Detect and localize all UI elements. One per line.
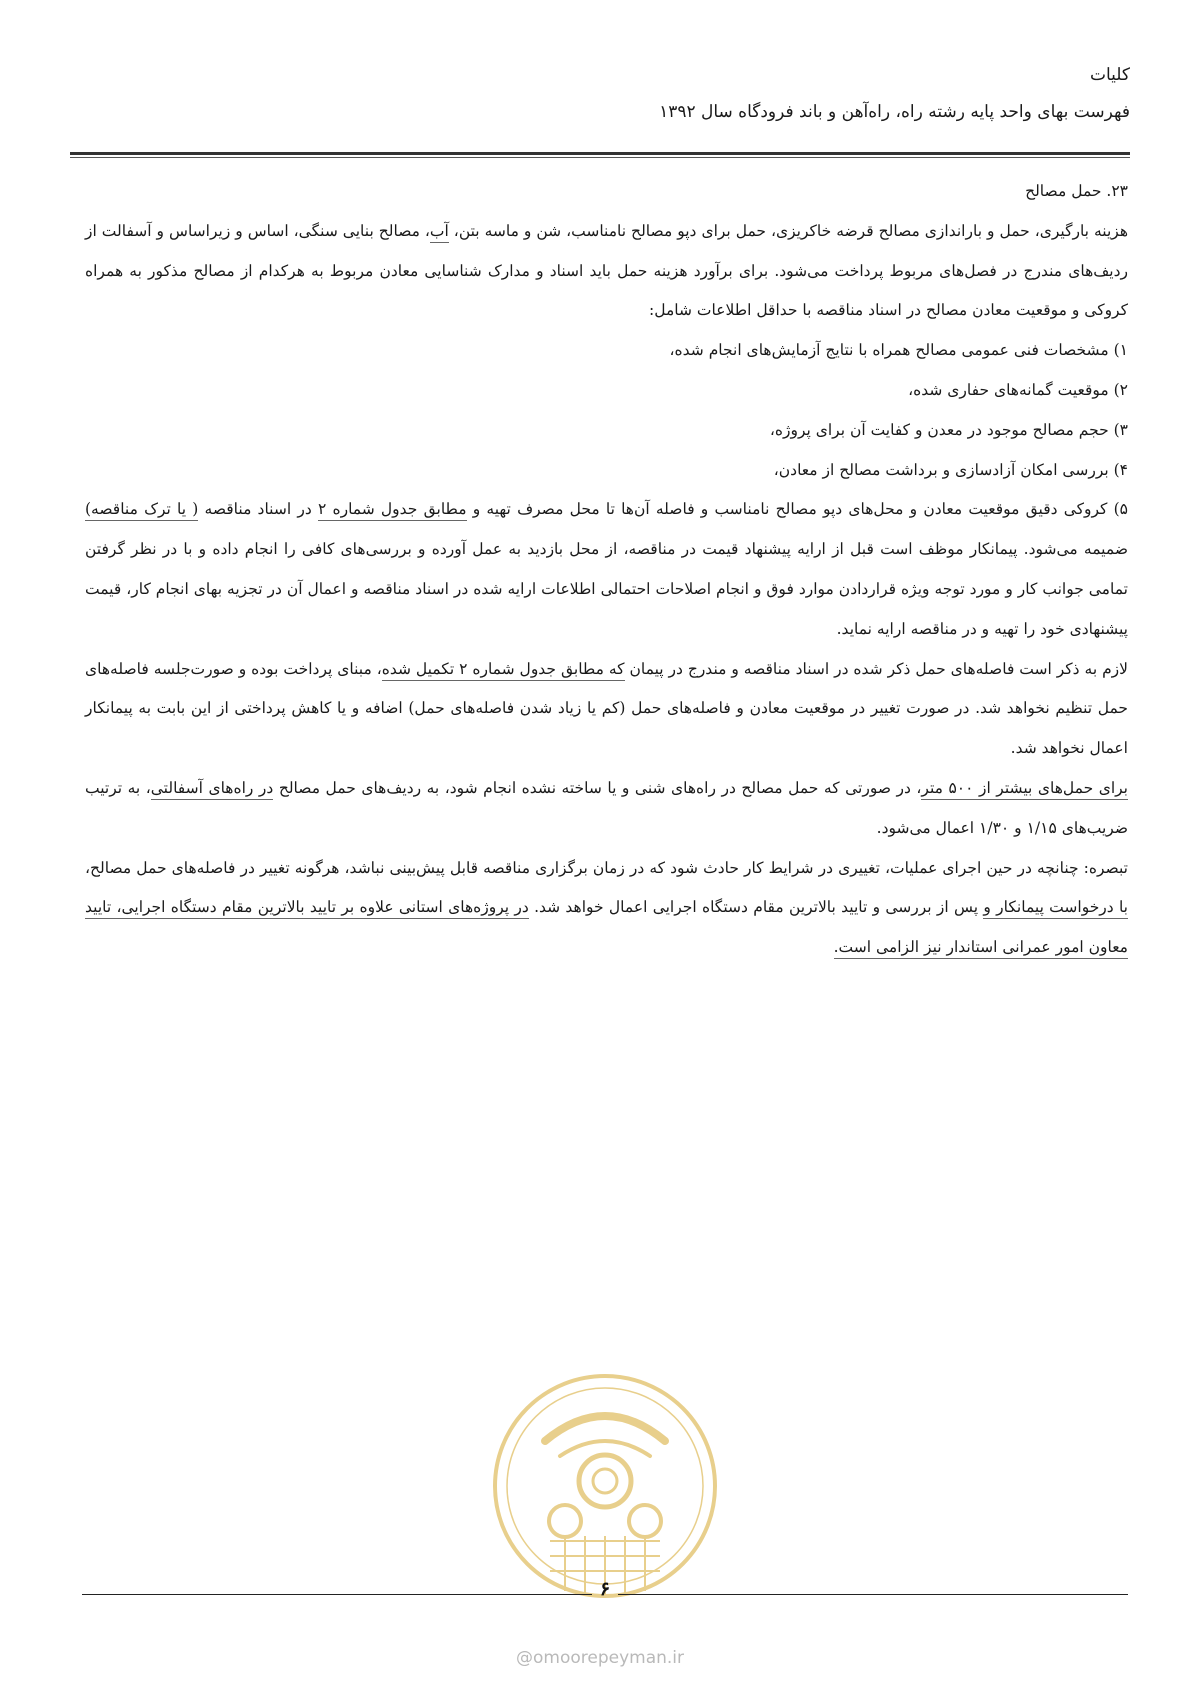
running-header-section: کلیات (1089, 65, 1130, 85)
underlined-text: مطابق جدول شماره ۲ (318, 500, 467, 521)
footer-rule-right (618, 1594, 1128, 1595)
running-header-title: فهرست بهای واحد پایه رشته راه، راه‌آهن و باند فرودگاه سال ۱۳۹۲ (659, 102, 1130, 122)
paragraph-hauling-costs: هزینه بارگیری، حمل و باراندازی مصالح قرضه خاکریزی، حمل برای دپو مصالح نامناسب، شن و ماسه بتن، آب، مصالح بنایی سنگی، اساس و زیراساس و آسفالت از ردیف‌های مندرج در فصل‌های مربوط پرداخت می‌شود. برای برآورد هزینه حمل باید اسناد و مدارک شناسایی معادن مربوط به هرکدام از مصالح مذکور به همراه کروکی و موقعیت معادن مصالح در اسناد مناقصه با حداقل اطلاعات شامل: (85, 221, 1128, 320)
underlined-text: ( یا ترک مناقصه) (85, 500, 198, 521)
underlined-text: که مطابق جدول شماره ۲ تکمیل شده (382, 660, 625, 681)
paragraph-note: تبصره: چنانچه در حین اجرای عملیات، تغییری در شرایط کار حادث شود که در زمان برگزاری مناقصه قابل پیش‌بینی نباشد، هرگونه تغییر در فاصله‌های حمل مصالح، با درخواست پیمانکار و پس از بررسی و تایید بالاترین مقام دستگاه اجرایی اعمال خواهد شد. در پروژه‌های استانی علاوه بر تایید بالاترین مقام دستگاه اجرایی، تایید معاون امور عمرانی استاندار نیز الزامی است. (85, 849, 1128, 968)
underlined-text: برای حمل‌های بیشتر از ۵۰۰ متر (921, 779, 1128, 800)
list-item: ۳) حجم مصالح موجود در معدن و کفایت آن برای پروژه، (769, 420, 1128, 439)
omoore-peyman-stamp-logo (490, 1371, 720, 1601)
underlined-text: در راه‌های آسفالتی (151, 779, 274, 800)
paragraph-coefficients: برای حمل‌های بیشتر از ۵۰۰ متر، در صورتی که حمل مصالح در راه‌های شنی و یا ساخته نشده انجام شود، به ردیف‌های حمل مصالح در راه‌های آسفالتی، به ترتیب ضریب‌های ۱/۱۵ و ۱/۳۰ اعمال می‌شود. (85, 778, 1128, 837)
list-item: ۲) موقعیت گمانه‌های حفاری شده، (908, 380, 1128, 399)
section-heading: ۲۳. حمل مصالح (1025, 182, 1128, 200)
header-rule-thin (70, 157, 1130, 158)
paragraph-haul-distances: لازم به ذکر است فاصله‌های حمل ذکر شده در اسناد مناقصه و مندرج در پیمان که مطابق جدول شماره ۲ تکمیل شده، مبنای پرداخت بوده و صورت‌جلسه فاصله‌های حمل تنظیم نخواهد شد. در صورت تغییر در موقعیت معادن و فاصله‌های حمل (کم یا زیاد شدن فاصله‌های حمل) اضافه و یا کاهش پرداختی از این بابت به پیمانکار اعمال نخواهد شد. (85, 659, 1128, 758)
document-body (85, 172, 1128, 968)
list-item-5: ۵) کروکی دقیق موقعیت معادن و محل‌های دپو مصالح نامناسب و فاصله آن‌ها تا محل مصرف تهیه و مطابق جدول شماره ۲ در اسناد مناقصه ( یا ترک مناقصه) ضمیمه می‌شود. پیمانکار موظف است قبل از ارایه پیشنهاد قیمت در مناقصه، از محل بازدید به عمل آورده و بررسی‌های کافی را انجام داده و با در نظر گرفتن تمامی جوانب کار و مورد توجه ویژه قراردادن موارد فوق و انجام اصلاحات احتمالی اطلاعات ارایه شده در اسناد مناقصه و اعمال آن در تجزیه بهای انجام کار، قیمت پیشنهادی خود را تهیه و در مناقصه ارایه نماید. (85, 500, 1128, 638)
underlined-text: در پروژه‌های استانی علاوه بر تایید بالاترین مقام دستگاه اجرایی، تایید معاون امور عمرانی استاندار نیز الزامی است. (85, 898, 1128, 959)
page-number: ۶ (599, 1578, 611, 1600)
underlined-text: آب (430, 222, 449, 243)
underlined-text: با درخواست پیمانکار و (983, 898, 1128, 919)
list-item: ۱) مشخصات فنی عمومی مصالح همراه با نتایج آزمایش‌های انجام شده، (669, 341, 1128, 360)
header-rule-thick (70, 152, 1130, 155)
watermark-text: @omoorepeyman.ir (515, 1648, 685, 1668)
footer-rule-left (82, 1594, 592, 1595)
list-item: ۴) بررسی امکان آزادسازی و برداشت مصالح از معادن، (773, 460, 1128, 479)
